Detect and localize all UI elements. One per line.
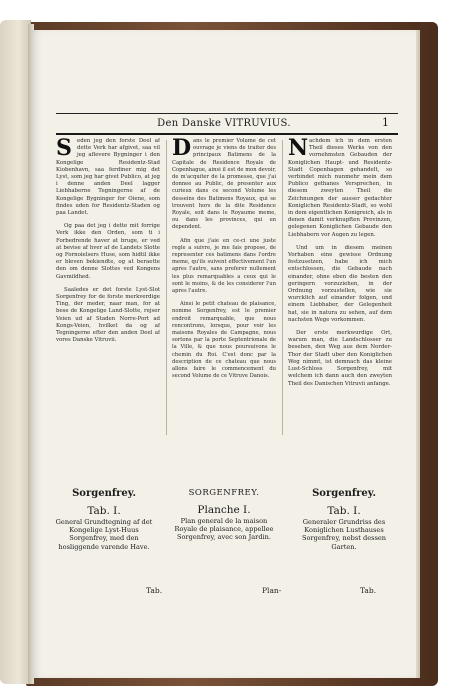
paragraph: Nachdem ich in dem ersten Theil dieses Werks von den vornehmsten Gebauden der Koniglichen Haupt- und Residentz-Stadt Copenhagen gehandelt, so verbindet mich nunmehr mein dem Publico gethanes Versprechen, in diesem zweyten Theil die Zeichnungen der ausser gedachter Koniglichen Residentz-Stadt, so wohl in dem eigentlichen Konigreich, als in denen damit verknupften Provinzen, gelegenen Koniglichen Gebaude den Liebhabern vor Augen zu legen. <box>288 138 392 238</box>
paragraph: Og paa det jeg i dette mit forrige Verk ikke den Orden, som ti i Forbedrende haver at bruge, er ved at bevise af hver af de Landets Slotte og Fornoielsers Huse, som hidtil ikke er bleven bekiendte, og at beraette den om denne Slottes ved Kongens Gavmildhed. <box>56 223 160 280</box>
drop-cap: N <box>288 138 309 161</box>
book-spine <box>0 20 31 684</box>
plate-caption: Generaler Grundriss des Koniglichen Lusthauses Sorgenfrey, nebst dessen Garten. <box>301 518 387 551</box>
column-danish <box>56 138 160 438</box>
plate-caption: General Grundtegning af det Kongelige Lyst-Huus Sorgenfrey, med den hosliggende varende Have. <box>55 518 153 551</box>
page-number: 1 <box>382 116 389 129</box>
running-head: Den Danske VITRUVIUS. <box>157 118 291 129</box>
book-page <box>32 30 416 678</box>
place-name: Sorgenfrey. <box>312 488 376 499</box>
paragraph: Ainsi le petit chateau de plaisance, nomme Sorgenfrey, est le premier endroit remarquable, que nous rencontrons, lorsque, pour voir les maisons Royales de Campagne, nous sortons par la porte Septentrionale de la Ville, & que nous poursuivons le chemin du Roi. C'est donc par la description de ce chateau que nous allons faire le commencement du second Volume de ce Vitruve Danois. <box>172 301 276 380</box>
plate-heading-german <box>290 488 398 551</box>
column-divider <box>282 140 283 435</box>
catchword: Tab. <box>360 586 377 595</box>
paragraph: Und um in diesem meinen Vorhaben eine gewisse Ordnung festzusetzen, habe ich mich entschlossen, die Gebaude nach einander, ohne eben die besten den geringern vorzuziehen, in der Ordnung vorzustellen, wie sie wurcklich auf einander folgen, und einem Liebhaber, der Gelegenheit hat, sie in natura zu sehen, auf dem nachsten Wege vorkommen. <box>288 244 392 323</box>
header-rule-top <box>56 113 398 114</box>
catchword: Tab. <box>146 586 163 595</box>
book <box>0 14 446 686</box>
paragraph: Seden jeg den forste Deel af dette Verk har afgivet, saa vil jeg aflevere Bygninger i den Kongelige Residentz-Stad Kiobenhavn, saa ferdiner mig det Lyst, som jeg har givet Publico, at jeg i denne anden Deel lagger Liebhaberne Tegningerne af de Kongelige Bygninger for Oiene, som findes uden for Residentz-Staden og paa Landet. <box>56 138 160 217</box>
header-rule-bottom <box>56 133 398 135</box>
paragraph: Der erste merkwurdige Ort, warum man, die Landschlosser zu besehen, den Weg aus dem Norder-Thor der Stadt uber den Koniglichen Weg nimmt, ist demnach das kleine Lust-Schloss Sorgenfrey, mit welchem ich dann auch den zweyten Theil des Danischen Vitruvii anfange. <box>288 330 392 387</box>
paragraph: Saaledes er det forste Lyst-Slot Sorgenfrey for de forste merkverdige Ting, der meder, naar man, for at bese de Kongelige Land-Slotte, rejser Veien ud af Staden Norre-Port ad Kongs-Veien, hvilket da og af Tegningerne efter den anden Deel af vores Danske Vitruvii. <box>56 286 160 344</box>
plate-caption: Plan general de la maison Royale de plaisance, appellee Sorgenfrey, avec son Jardin. <box>174 517 274 542</box>
catchword: Plan- <box>262 586 282 595</box>
drop-cap: D <box>172 138 192 161</box>
column-german <box>288 138 392 438</box>
column-french <box>172 138 276 438</box>
plate-number: Tab. I. <box>327 505 361 517</box>
column-divider <box>166 140 167 435</box>
place-name: Sorgenfrey. <box>72 488 136 499</box>
plate-number: Planche I. <box>197 504 251 516</box>
drop-cap: S <box>56 138 72 161</box>
place-name: SORGENFREY. <box>188 488 260 498</box>
plate-heading-french <box>170 488 278 542</box>
plate-number: Tab. I. <box>87 505 121 517</box>
plate-heading-danish <box>50 488 158 551</box>
paragraph: Dans le premier Volume de cet ouvrage je viens de traiter des principaux Batimens de la Capitale de Residence Royale de Copenhague, ainsi il est de mon devoir, de m'acquiter de la promesse, que j'ai donnee au Public, de presenter aux curieux dans ce second Volume les desseins des Batimens Royaux, qui se trouvent hors de la dite Residence Royale, soit dans le Royaume meme, ou dans les provinces, qui en dependent. <box>172 138 276 231</box>
paragraph: Afin que j'aie en ce-ci une juste regle a suivre, je me fais propose, de representer ces batimens dans l'ordre meme, qu'ils suivent effectivement l'un apres l'autre, sans preferer nullement les plus remarquables a ceux qui le sont le moins, & de les considerer l'un apres l'autre. <box>172 237 276 295</box>
